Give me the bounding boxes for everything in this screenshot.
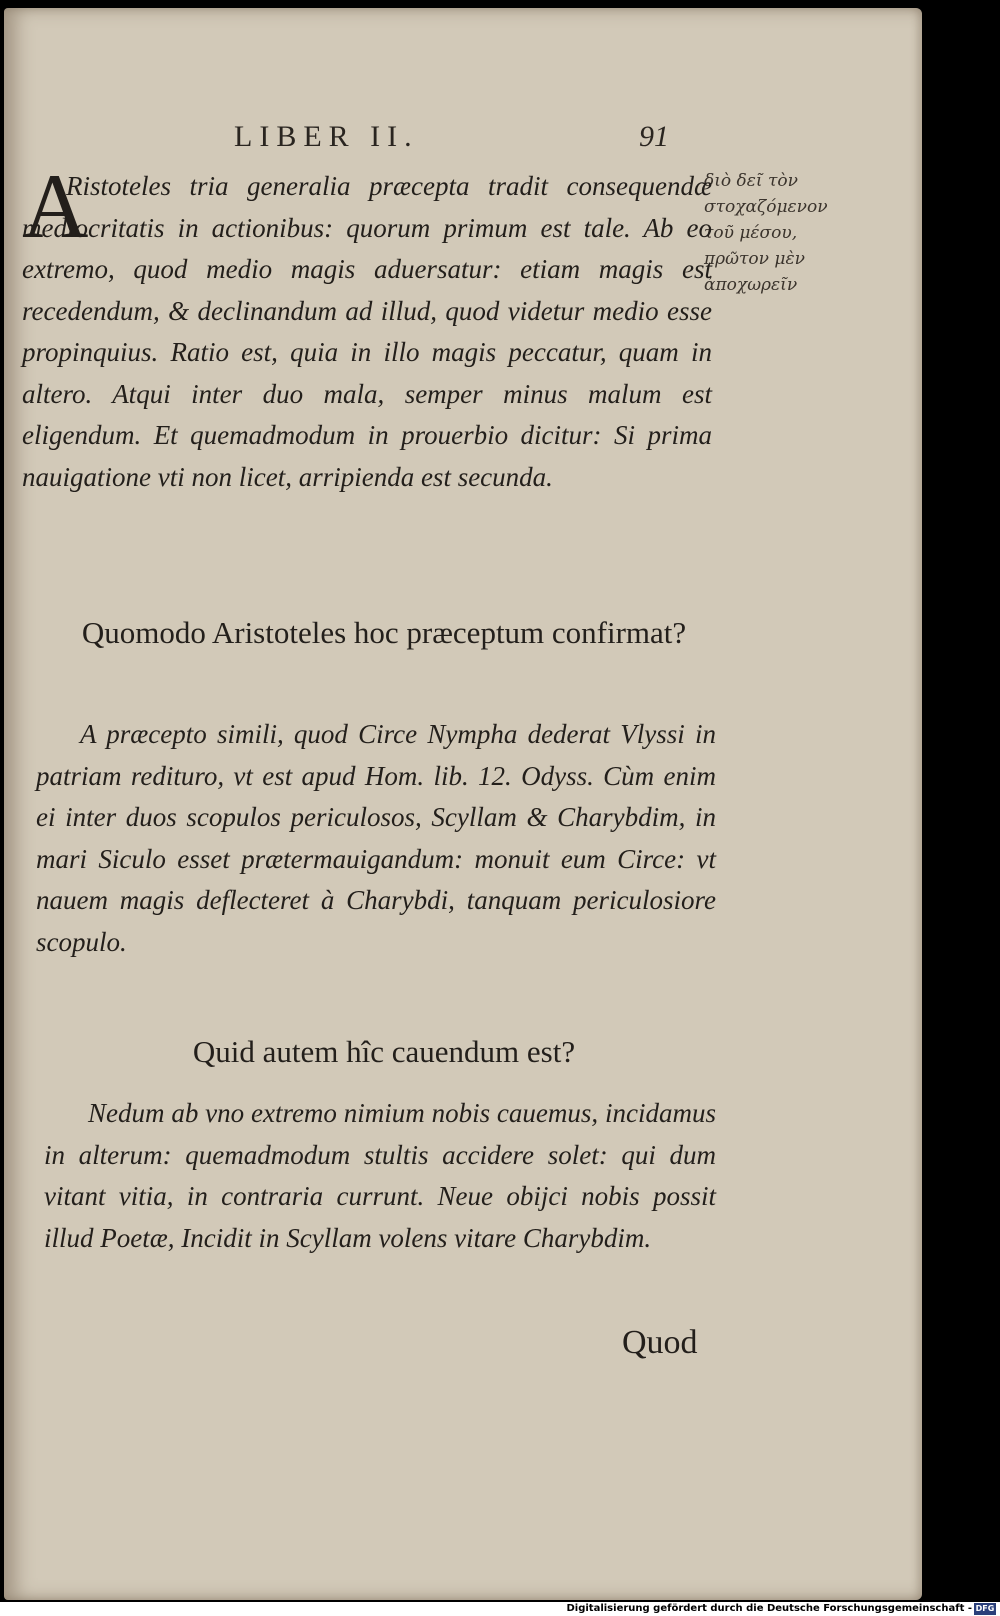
book-page [4,8,922,1600]
paragraph-1: Ristoteles tria generalia præcepta tradit consequendæ mediocritatis in actionibus: quorum primum est tale. Ab eo extremo, quod medio magis aduersatur: etiam magis est recedendum, & declinandum ad illud, quod videtur medio esse propinquius. Ratio est, quia in illo magis peccatur, quam in altero. Atqui inter duo mala, semper minus malum est eligendum. Et quemadmodum in prouerbio dicitur: Si prima nauigatione vti non licet, arripienda est secunda. [22,171,712,492]
running-title: LIBER II. [234,120,419,153]
running-head [4,120,922,160]
dfg-logo-icon: DFG [975,1604,995,1613]
paragraph-3: Nedum ab vno extremo nimium nobis cauemus, incidamus in alterum: quemadmodum stultis accidere solet: qui dum vitant vitia, in contraria currunt. Neue obijci nobis possit illud Poetæ, Incidit in Scyllam volens vitare Charybdim. [44,1098,716,1253]
funding-credit: Digitalisierung gefördert durch die Deutsche Forschungsgemeinschaft - [566,1603,972,1614]
greek-margin-note: διὸ δεῖ τὸν στοχαζόμενον τοῦ μέσου, πρῶτον μὲν ἀποχωρεῖν [704,171,828,295]
question-heading-2: Quid autem hîc cauendum est? [192,1034,576,1069]
paragraph-2: A præcepto simili, quod Circe Nympha dederat Vlyssi in patriam redituro, vt est apud Hom. lib. 12. Odyss. Cùm enim ei inter duos scopulos periculosos, Scyllam & Charybdim, in mari Siculo esset prætermauigandum: monuit eum Circe: vt nauem magis deflecteret à Charybdi, tanquam periculosiore scopulo. [36,719,716,957]
drop-capital: A [22,155,89,257]
footer-bar [0,1602,1000,1616]
question-heading-1: Quomodo Aristoteles hoc præceptum confirmat? [81,615,687,650]
page-number: 91 [639,120,669,153]
catchword: Quod [622,1324,698,1361]
